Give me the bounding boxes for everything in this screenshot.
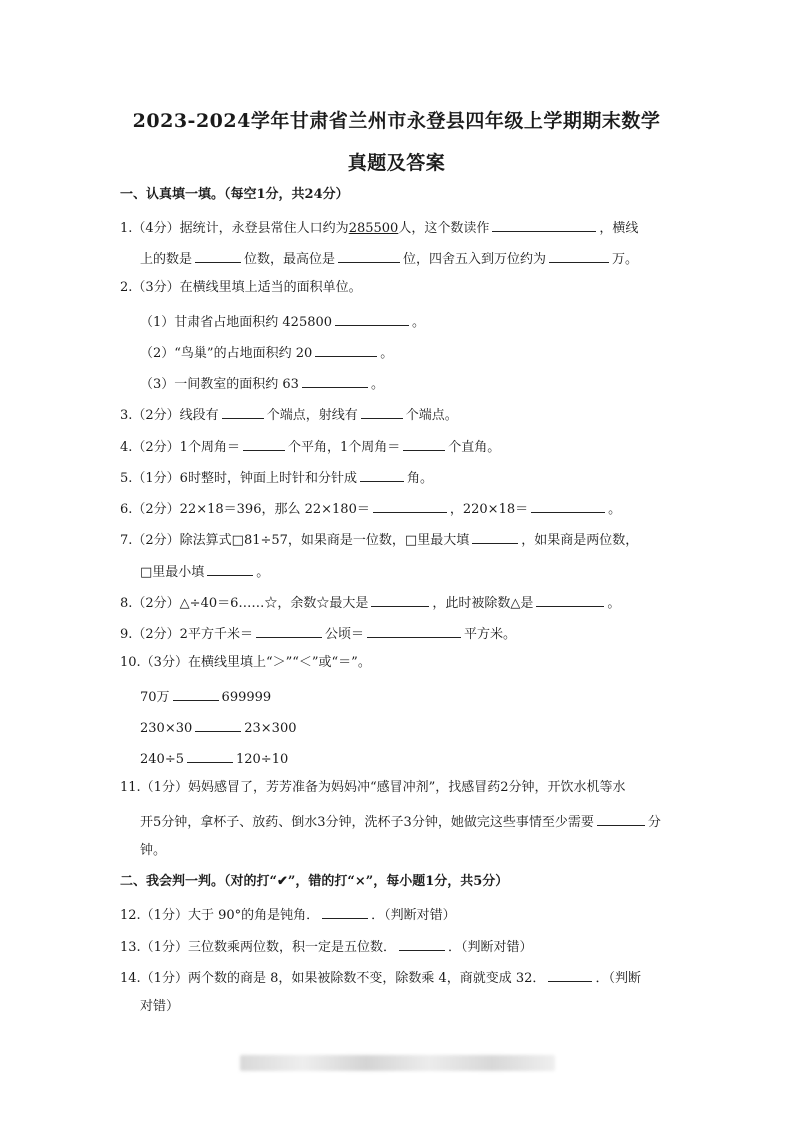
answer-blank[interactable] xyxy=(373,498,447,513)
answer-blank[interactable] xyxy=(548,967,592,982)
question-7-line1: 7.（2分）除法算式□81÷57，如果商是一位数，□里最大填 ，如果商是两位数， xyxy=(120,529,638,550)
answer-blank[interactable] xyxy=(492,217,596,232)
section2-heading: 二、我会判一判。（对的打“✔”，错的打“×”，每小题1分，共5分） xyxy=(120,874,509,889)
question-11-line2: 开5分钟，拿杯子、放药、倒水3分钟，洗杯子3分钟，她做完这些事情至少需要 分 xyxy=(140,811,661,832)
question-12: 12.（1分）大于 90°的角是钝角． ．（判断对错） xyxy=(120,904,456,925)
answer-blank[interactable] xyxy=(335,311,409,326)
answer-blank[interactable] xyxy=(531,498,605,513)
question-10-row3: 240÷5 120÷10 xyxy=(140,748,288,769)
question-2-sub1: （1）甘肃省占地面积约 425800 。 xyxy=(140,311,425,332)
question-1-line2: 上的数是 位数，最高位是 位，四舍五入到万位约为 万。 xyxy=(140,248,638,269)
question-8: 8.（2分）△÷40＝6……☆，余数☆最大是 ，此时被除数△是 。 xyxy=(120,592,620,613)
question-1-line1: 1.（4分）据统计，永登县常住人口约为285500人，这个数读作 ，横线 xyxy=(120,217,638,238)
question-9: 9.（2分）2平方千米＝ 公顷＝ 平方米。 xyxy=(120,623,516,644)
question-2-sub3: （3）一间教室的面积约 63 。 xyxy=(140,373,384,394)
page-title-line2: 真题及答案 xyxy=(347,152,446,174)
answer-blank[interactable] xyxy=(195,248,241,263)
question-14-line2: 对错） xyxy=(140,999,180,1014)
question-4: 4.（2分）1个周角＝ 个平角，1个周角＝ 个直角。 xyxy=(120,436,500,457)
answer-blank[interactable] xyxy=(549,248,609,263)
answer-blank[interactable] xyxy=(597,811,645,826)
question-2-sub2: （2）“鸟巢”的占地面积约 20 。 xyxy=(140,342,393,363)
question-2: 2.（3分）在横线里填上适当的面积单位。 xyxy=(120,280,362,295)
answer-blank[interactable] xyxy=(187,748,233,763)
population-number: 285500 xyxy=(348,221,399,236)
question-10-row2: 230×30 23×300 xyxy=(140,717,297,738)
question-14-line1: 14.（1分）两个数的商是 8，如果被除数不变，除数乘 4，商就变成 32． ．（判断 xyxy=(120,967,641,988)
answer-blank[interactable] xyxy=(399,936,445,951)
question-3: 3.（2分）线段有 个端点，射线有 个端点。 xyxy=(120,404,458,425)
answer-blank[interactable] xyxy=(302,373,368,388)
answer-blank[interactable] xyxy=(243,436,285,451)
answer-blank[interactable] xyxy=(207,561,253,576)
answer-blank[interactable] xyxy=(222,404,264,419)
question-10: 10.（3分）在横线里填上“＞”“＜”或“＝”。 xyxy=(120,655,371,670)
answer-blank[interactable] xyxy=(195,717,241,732)
answer-blank[interactable] xyxy=(173,686,219,701)
question-10-row1: 70万 699999 xyxy=(140,686,271,707)
answer-blank[interactable] xyxy=(315,342,377,357)
section1-heading: 一、认真填一填。（每空1分，共24分） xyxy=(120,187,349,202)
blurred-footer-watermark xyxy=(240,1055,555,1071)
page-title-line1: 2023-2024学年甘肃省兰州市永登县四年级上学期期末数学 xyxy=(132,110,661,132)
answer-blank[interactable] xyxy=(256,623,322,638)
answer-blank[interactable] xyxy=(322,904,368,919)
answer-blank[interactable] xyxy=(536,592,604,607)
answer-blank[interactable] xyxy=(403,436,445,451)
question-5: 5.（1分）6时整时，钟面上时针和分针成 角。 xyxy=(120,467,433,488)
answer-blank[interactable] xyxy=(472,529,518,544)
question-11-line1: 11.（1分）妈妈感冒了，芳芳准备为妈妈冲“感冒冲剂”，找感冒药2分钟，开饮水机等水 xyxy=(120,780,626,795)
question-11-line3: 钟。 xyxy=(140,843,167,858)
answer-blank[interactable] xyxy=(371,592,429,607)
question-13: 13.（1分）三位数乘两位数，积一定是五位数． ．（判断对错） xyxy=(120,936,532,957)
answer-blank[interactable] xyxy=(360,467,404,482)
answer-blank[interactable] xyxy=(338,248,400,263)
answer-blank[interactable] xyxy=(361,404,403,419)
question-6: 6.（2分）22×18＝396，那么 22×180＝ ，220×18＝ 。 xyxy=(120,498,621,519)
question-7-line2: □里最小填 。 xyxy=(140,561,269,582)
answer-blank[interactable] xyxy=(367,623,461,638)
